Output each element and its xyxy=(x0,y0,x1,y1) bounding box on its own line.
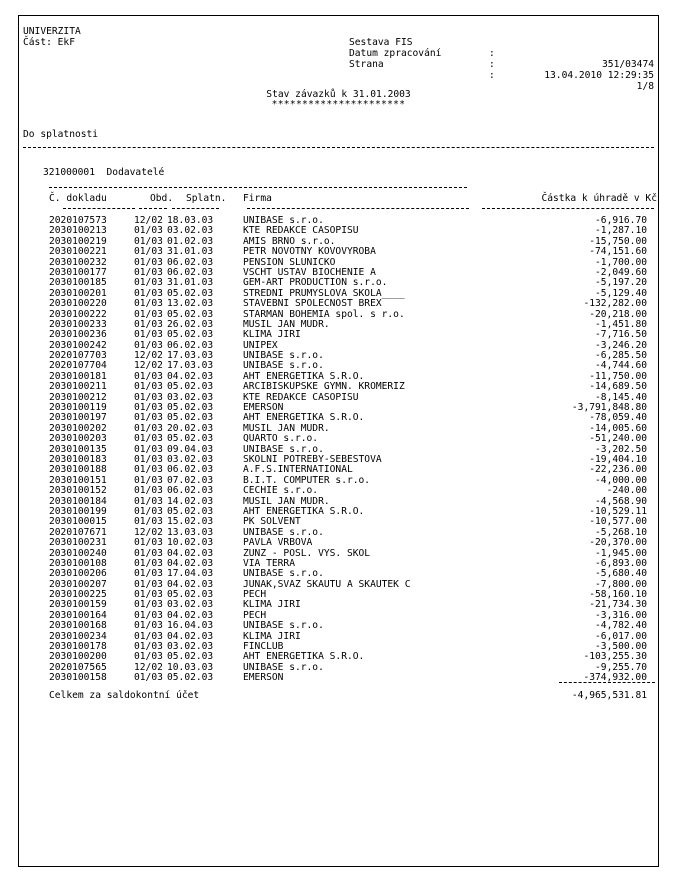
row-company: PECH xyxy=(243,609,267,621)
row-period: 01/03 xyxy=(134,651,163,663)
row-doc-number: 2030100225 xyxy=(49,589,107,601)
row-period: 01/03 xyxy=(134,370,163,382)
row-due-date: 03.02.03 xyxy=(167,391,214,403)
row-company: UNIBASE s.r.o. xyxy=(243,661,324,673)
row-due-date: 10.02.03 xyxy=(167,537,214,549)
row-doc-number: 2030100240 xyxy=(49,547,107,559)
row-due-date: 07.02.03 xyxy=(167,474,214,486)
row-amount: -3,246.20 xyxy=(595,339,647,351)
row-period: 01/03 xyxy=(134,443,163,455)
row-amount: -58,160.10 xyxy=(589,589,647,601)
row-amount: -6,893.00 xyxy=(595,557,647,569)
row-doc-number: 2030100177 xyxy=(49,266,107,278)
row-company: B.I.T. COMPUTER s.r.o. xyxy=(243,474,371,486)
total-label: Celkem za saldokontní účet xyxy=(49,690,200,701)
row-company: UNIBASE s.r.o. xyxy=(243,360,324,372)
row-amount: -14,689.50 xyxy=(589,381,647,393)
row-due-date: 06.02.03 xyxy=(167,266,214,278)
row-company: VIA TERRA xyxy=(243,557,295,569)
row-amount: -1,945.00 xyxy=(595,547,647,559)
row-amount: -4,000.00 xyxy=(595,474,647,486)
row-doc-number: 2030100207 xyxy=(49,578,107,590)
row-period: 01/03 xyxy=(134,537,163,549)
row-company: KLIMA JIRI xyxy=(243,630,301,642)
row-due-date: 26.02.03 xyxy=(167,318,214,330)
row-company: UNIBASE s.r.o. xyxy=(243,350,324,362)
row-doc-number: 2030100231 xyxy=(49,537,107,549)
row-company: PAVLA VRBOVA xyxy=(243,537,313,549)
row-period: 01/03 xyxy=(134,474,163,486)
row-due-date: 15.02.03 xyxy=(167,516,214,528)
row-amount: -10,577.00 xyxy=(589,516,647,528)
row-amount: -9,255.70 xyxy=(595,661,647,673)
row-period: 12/02 xyxy=(134,526,163,538)
row-amount: -7,716.50 xyxy=(595,329,647,341)
row-amount: -3,500.00 xyxy=(595,641,647,653)
row-period: 01/03 xyxy=(134,402,163,414)
row-company: A.F.S.INTERNATIONAL xyxy=(243,464,353,476)
table-row xyxy=(49,247,657,257)
header-left xyxy=(23,26,81,48)
row-period: 01/03 xyxy=(134,266,163,278)
row-period: 01/03 xyxy=(134,453,163,465)
section-divider xyxy=(23,147,654,148)
row-doc-number: 2020107704 xyxy=(49,360,107,372)
header-value: 351/03474 xyxy=(602,59,654,70)
row-amount: -6,285.50 xyxy=(595,350,647,362)
row-doc-number: 2030100197 xyxy=(49,412,107,424)
total-amount: -4,965,531.81 xyxy=(571,690,647,701)
row-due-date: 01.02.03 xyxy=(167,235,214,247)
row-amount: -6,916.70 xyxy=(595,215,647,226)
row-amount: -14,005.60 xyxy=(589,422,647,434)
col-doc-header: Č. dokladu xyxy=(49,193,107,204)
row-company: UNIBASE s.r.o. xyxy=(243,526,324,538)
row-company: PECH xyxy=(243,589,267,601)
row-amount: -21,734.30 xyxy=(589,599,647,611)
row-company: UNIPEX xyxy=(243,339,278,351)
row-amount: -4,782.40 xyxy=(595,620,647,632)
row-period: 01/03 xyxy=(134,557,163,569)
row-amount: -103,255.30 xyxy=(583,651,647,663)
col-obd-header: Obd. xyxy=(150,193,174,204)
row-due-date: 03.02.03 xyxy=(167,641,214,653)
row-due-date: 05.02.03 xyxy=(167,287,214,299)
row-amount: -5,268.10 xyxy=(595,526,647,538)
row-due-date: 18.03.03 xyxy=(167,215,214,226)
row-amount: -1,451.80 xyxy=(595,318,647,330)
underline-amount xyxy=(482,208,654,209)
row-company: PETR NOVOTNY KOVOVYROBA xyxy=(243,246,376,258)
row-due-date: 04.02.03 xyxy=(167,557,214,569)
row-company: CECHIE s.r.o. xyxy=(243,485,319,497)
row-company: STARMAN BOHEMIA spol. s r.o. xyxy=(243,308,405,320)
row-due-date: 17.03.03 xyxy=(167,360,214,372)
table-row xyxy=(49,538,657,548)
row-doc-number: 2030100168 xyxy=(49,620,107,632)
group-divider xyxy=(49,187,467,188)
report-title: Stav závazků k 31.01.2003 xyxy=(266,89,411,100)
row-due-date: 03.02.03 xyxy=(167,225,214,237)
row-doc-number: 2030100119 xyxy=(49,402,107,414)
row-period: 01/03 xyxy=(134,609,163,621)
row-doc-number: 2030100201 xyxy=(49,287,107,299)
row-company: VSCHT USTAV BIOCHENIE A xyxy=(243,266,376,278)
row-doc-number: 2030100212 xyxy=(49,391,107,403)
row-amount: -20,218.00 xyxy=(589,308,647,320)
row-amount: -22,236.00 xyxy=(589,464,647,476)
row-period: 01/03 xyxy=(134,599,163,611)
row-due-date: 03.02.03 xyxy=(167,599,214,611)
row-period: 01/03 xyxy=(134,298,163,310)
row-period: 01/03 xyxy=(134,412,163,424)
row-company: QUARTO s.r.o. xyxy=(243,433,319,445)
row-period: 01/03 xyxy=(134,630,163,642)
row-due-date: 05.02.03 xyxy=(167,308,214,320)
row-company: UNIBASE s.r.o. xyxy=(243,443,324,455)
row-doc-number: 2030100159 xyxy=(49,599,107,611)
row-due-date: 06.02.03 xyxy=(167,339,214,351)
org-part: Část: EkF xyxy=(23,37,75,48)
row-due-date: 13.03.03 xyxy=(167,526,214,538)
row-due-date: 05.02.03 xyxy=(167,381,214,393)
row-period: 01/03 xyxy=(134,287,163,299)
row-period: 01/03 xyxy=(134,277,163,289)
row-period: 01/03 xyxy=(134,672,163,684)
row-period: 01/03 xyxy=(134,547,163,559)
row-period: 01/03 xyxy=(134,578,163,590)
row-company: PENSION SLUNICKO xyxy=(243,256,336,268)
row-due-date: 04.02.03 xyxy=(167,609,214,621)
row-amount: -8,145.40 xyxy=(595,391,647,403)
row-doc-number: 2030100181 xyxy=(49,370,107,382)
row-due-date: 05.02.03 xyxy=(167,651,214,663)
row-due-date: 05.02.03 xyxy=(167,672,214,684)
table-row xyxy=(49,299,657,309)
row-doc-number: 2030100242 xyxy=(49,339,107,351)
row-doc-number: 2030100183 xyxy=(49,453,107,465)
account-group-heading: 321000001 Dodavatelé xyxy=(43,167,165,178)
header-label: Sestava FIS xyxy=(349,37,413,48)
row-amount: -3,202.50 xyxy=(595,443,647,455)
row-doc-number: 2030100219 xyxy=(49,235,107,247)
row-period: 01/03 xyxy=(134,246,163,258)
total-divider xyxy=(559,682,655,683)
row-doc-number: 2030100199 xyxy=(49,505,107,517)
row-doc-number: 2030100234 xyxy=(49,630,107,642)
row-doc-number: 2020107565 xyxy=(49,661,107,673)
title-underline-stars: ********************** xyxy=(271,99,406,110)
report-page xyxy=(18,15,659,867)
row-amount: -4,744.60 xyxy=(595,360,647,372)
underline-firma xyxy=(247,208,469,209)
row-period: 01/03 xyxy=(134,505,163,517)
row-period: 01/03 xyxy=(134,235,163,247)
row-period: 12/02 xyxy=(134,360,163,372)
row-period: 01/03 xyxy=(134,318,163,330)
row-doc-number: 2030100185 xyxy=(49,277,107,289)
document-rows xyxy=(49,216,657,684)
row-doc-number: 2020107703 xyxy=(49,350,107,362)
row-due-date: 17.04.03 xyxy=(167,568,214,580)
underline-splatn xyxy=(172,208,219,209)
header-colon: : xyxy=(489,59,495,70)
row-amount: -3,791,848.80 xyxy=(571,402,647,414)
row-company: KLIMA JIRI xyxy=(243,329,301,341)
header-colon: : xyxy=(489,70,495,81)
col-firma-header: Firma xyxy=(243,193,272,204)
row-doc-number: 2030100232 xyxy=(49,256,107,268)
row-company: UNIBASE s.r.o. xyxy=(243,215,324,226)
header-value: 13.04.2010 12:29:35 xyxy=(544,70,654,81)
row-company: AMIS BRNO s.r.o. xyxy=(243,235,336,247)
row-doc-number: 2030100221 xyxy=(49,246,107,258)
row-company: FINCLUB xyxy=(243,641,284,653)
row-company: AHT ENERGETIKA S.R.O. xyxy=(243,505,365,517)
row-company: ZUNZ - POSL. VYS. SKOL xyxy=(243,547,371,559)
section-heading: Do splatnosti xyxy=(23,129,99,140)
col-amount-header: Částka k úhradě v Kč xyxy=(541,193,657,204)
row-period: 01/03 xyxy=(134,256,163,268)
header-right xyxy=(349,26,657,92)
row-amount: -2,049.60 xyxy=(595,266,647,278)
row-company: GEM-ART PRODUCTION s.r.o. xyxy=(243,277,388,289)
row-due-date: 31.01.03 xyxy=(167,246,214,258)
column-header-row xyxy=(49,193,657,204)
row-period: 01/03 xyxy=(134,589,163,601)
row-due-date: 13.02.03 xyxy=(167,298,214,310)
row-doc-number: 2030100152 xyxy=(49,485,107,497)
row-period: 01/03 xyxy=(134,620,163,632)
row-period: 01/03 xyxy=(134,391,163,403)
row-amount: -7,800.00 xyxy=(595,578,647,590)
row-due-date: 04.02.03 xyxy=(167,630,214,642)
row-company: EMERSON xyxy=(243,672,284,684)
row-period: 01/03 xyxy=(134,568,163,580)
row-amount: -11,750.00 xyxy=(589,370,647,382)
underline-obd xyxy=(139,208,167,209)
row-period: 01/03 xyxy=(134,485,163,497)
row-due-date: 10.03.03 xyxy=(167,661,214,673)
row-doc-number: 2030100164 xyxy=(49,609,107,621)
row-doc-number: 2030100015 xyxy=(49,516,107,528)
row-due-date: 05.02.03 xyxy=(167,402,214,414)
row-due-date: 17.03.03 xyxy=(167,350,214,362)
row-period: 01/03 xyxy=(134,495,163,507)
row-doc-number: 2030100108 xyxy=(49,557,107,569)
header-value: 1/8 xyxy=(636,81,654,92)
row-due-date: 05.02.03 xyxy=(167,433,214,445)
row-company: UNIBASE s.r.o. xyxy=(243,568,324,580)
row-doc-number: 2030100211 xyxy=(49,381,107,393)
row-amount: -1,287.10 xyxy=(595,225,647,237)
row-amount: -132,282.00 xyxy=(583,298,647,310)
row-company: KTE REDAKCE CASOPISU xyxy=(243,225,359,237)
row-doc-number: 2030100158 xyxy=(49,672,107,684)
row-doc-number: 2030100202 xyxy=(49,422,107,434)
row-amount: -374,932.00 xyxy=(583,672,647,684)
row-company: STAVEBNI SPOLECNOST BREX xyxy=(243,298,382,310)
row-amount: -15,750.00 xyxy=(589,235,647,247)
row-due-date: 04.02.03 xyxy=(167,370,214,382)
row-amount: -51,240.00 xyxy=(589,433,647,445)
row-doc-number: 2030100213 xyxy=(49,225,107,237)
row-period: 01/03 xyxy=(134,422,163,434)
row-due-date: 05.02.03 xyxy=(167,329,214,341)
row-amount: -3,316.00 xyxy=(595,609,647,621)
row-due-date: 06.02.03 xyxy=(167,256,214,268)
row-amount: -1,700.00 xyxy=(595,256,647,268)
row-amount: -19,404.10 xyxy=(589,453,647,465)
row-period: 01/03 xyxy=(134,464,163,476)
row-period: 12/02 xyxy=(134,350,163,362)
row-due-date: 04.02.03 xyxy=(167,547,214,559)
row-company: AHT ENERGETIKA S.R.O. xyxy=(243,651,365,663)
row-company: KLIMA JIRI xyxy=(243,599,301,611)
row-company: EMERSON xyxy=(243,402,284,414)
row-due-date: 05.02.03 xyxy=(167,412,214,424)
row-due-date: 03.02.03 xyxy=(167,453,214,465)
row-doc-number: 2020107671 xyxy=(49,526,107,538)
row-company: JUNAK,SVAZ SKAUTU A SKAUTEK C xyxy=(243,578,411,590)
row-company: UNIBASE s.r.o. xyxy=(243,620,324,632)
row-period: 01/03 xyxy=(134,339,163,351)
row-amount: -20,370.00 xyxy=(589,537,647,549)
row-doc-number: 2030100178 xyxy=(49,641,107,653)
table-row xyxy=(49,486,657,496)
row-amount: -10,529.11 xyxy=(589,505,647,517)
row-company: PK SOLVENT xyxy=(243,516,301,528)
total-row xyxy=(49,690,657,701)
row-doc-number: 2020107573 xyxy=(49,215,107,226)
col-splatn-header: Splatn. xyxy=(186,193,227,204)
header-colon: : xyxy=(489,48,495,59)
row-company: STREDNI PRUMYSLOVA SKOLA____ xyxy=(243,287,405,299)
underline-doc xyxy=(63,208,135,209)
row-period: 12/02 xyxy=(134,661,163,673)
row-doc-number: 2030100184 xyxy=(49,495,107,507)
row-doc-number: 2030100236 xyxy=(49,329,107,341)
row-due-date: 06.02.03 xyxy=(167,485,214,497)
row-period: 01/03 xyxy=(134,433,163,445)
row-company: ARCIBISKUPSKE GYMN. KROMERIZ xyxy=(243,381,405,393)
org-name: UNIVERZITA xyxy=(23,26,81,37)
row-doc-number: 2030100206 xyxy=(49,568,107,580)
row-amount: -5,197.20 xyxy=(595,277,647,289)
row-amount: -5,680.40 xyxy=(595,568,647,580)
row-doc-number: 2030100135 xyxy=(49,443,107,455)
row-period: 01/03 xyxy=(134,381,163,393)
row-amount: -5,129.40 xyxy=(595,287,647,299)
row-company: KTE REDAKCE CASOPISU xyxy=(243,391,359,403)
row-doc-number: 2030100151 xyxy=(49,474,107,486)
row-amount: -78,059.40 xyxy=(589,412,647,424)
row-due-date: 05.02.03 xyxy=(167,505,214,517)
row-amount: -4,568.90 xyxy=(595,495,647,507)
row-period: 01/03 xyxy=(134,225,163,237)
row-due-date: 06.02.03 xyxy=(167,464,214,476)
row-doc-number: 2030100233 xyxy=(49,318,107,330)
row-company: AHT ENERGETIKA S.R.O. xyxy=(243,412,365,424)
row-doc-number: 2030100220 xyxy=(49,298,107,310)
row-due-date: 05.02.03 xyxy=(167,589,214,601)
row-due-date: 04.02.03 xyxy=(167,578,214,590)
row-company: SKOLNI POTREBY-SEBESTOVA xyxy=(243,453,382,465)
row-period: 01/03 xyxy=(134,308,163,320)
row-amount: -74,151.60 xyxy=(589,246,647,258)
row-amount: -240.00 xyxy=(606,485,647,497)
header-label: Datum zpracování xyxy=(349,48,442,59)
row-due-date: 16.04.03 xyxy=(167,620,214,632)
row-period: 01/03 xyxy=(134,329,163,341)
row-period: 01/03 xyxy=(134,516,163,528)
row-period: 12/02 xyxy=(134,215,163,226)
row-due-date: 09.04.03 xyxy=(167,443,214,455)
row-due-date: 14.02.03 xyxy=(167,495,214,507)
row-doc-number: 2030100188 xyxy=(49,464,107,476)
row-doc-number: 2030100222 xyxy=(49,308,107,320)
row-company: AHT ENERGETIKA S.R.O. xyxy=(243,370,365,382)
row-doc-number: 2030100200 xyxy=(49,651,107,663)
row-due-date: 31.01.03 xyxy=(167,277,214,289)
row-company: MUSIL JAN MUDR. xyxy=(243,495,330,507)
header-label: Strana xyxy=(349,59,384,70)
row-company: MUSIL JAN MUDR. xyxy=(243,318,330,330)
row-doc-number: 2030100203 xyxy=(49,433,107,445)
row-due-date: 20.02.03 xyxy=(167,422,214,434)
row-period: 01/03 xyxy=(134,641,163,653)
row-company: MUSIL JAN MUDR. xyxy=(243,422,330,434)
row-amount: -6,017.00 xyxy=(595,630,647,642)
